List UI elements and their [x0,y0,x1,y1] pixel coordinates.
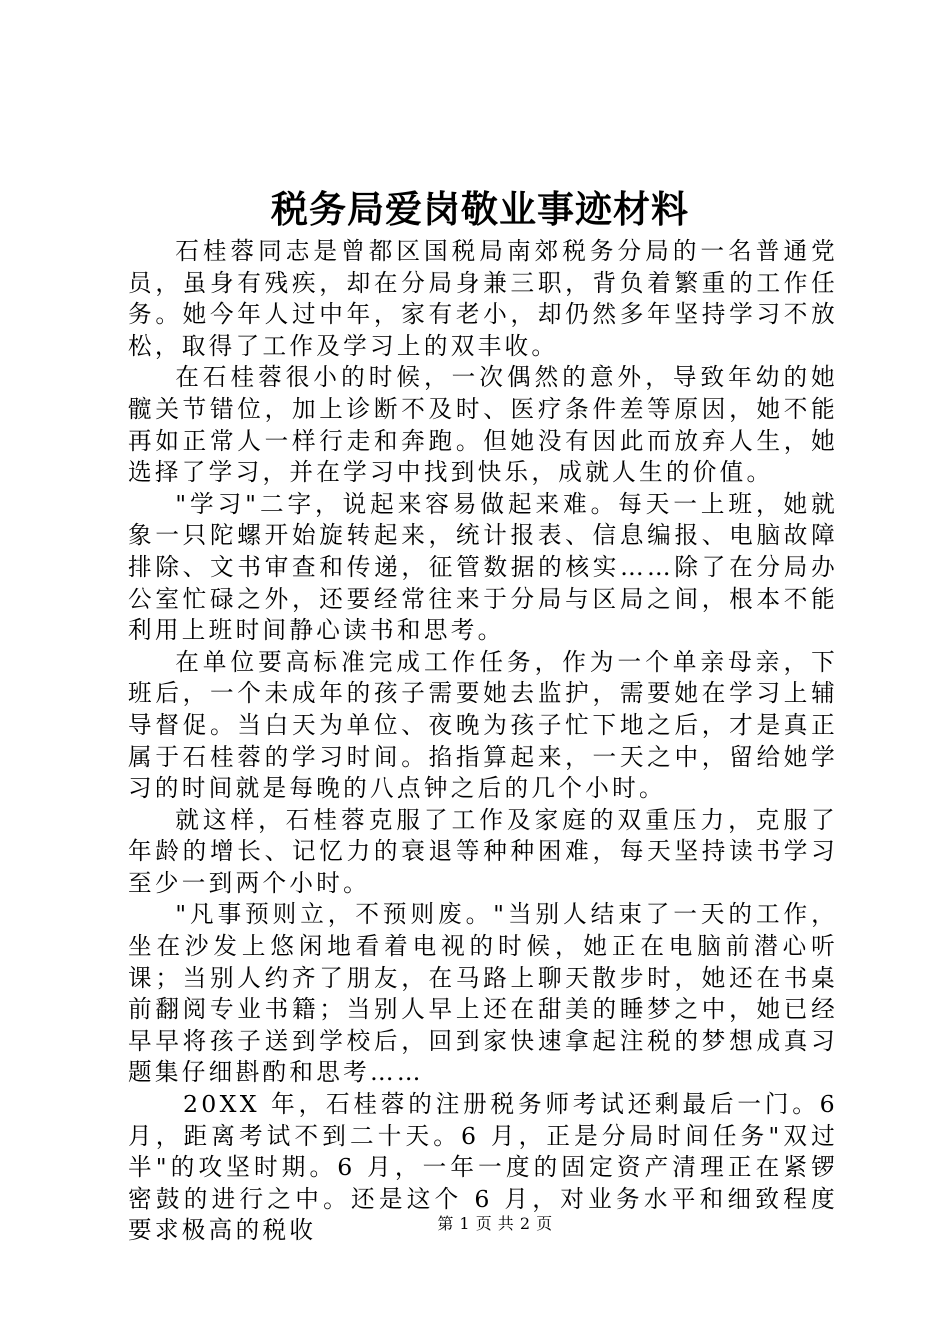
document-body [128,236,838,1247]
paragraph: "凡事预则立，不预则废。"当别人结束了一天的工作，坐在沙发上悠闲地看着电视的时候，她正在电脑前潜心听课；当别人约齐了朋友，在马路上聊天散步时，她还在书桌前翻阅专业书籍；当别人早上还在甜美的睡梦之中，她已经早早将孩子送到学校后，回到家快速拿起注税的梦想成真习题集仔细斟酌和思考…… [128,900,838,1087]
page-number-footer: 第 1 页 共 2 页 [437,1214,553,1233]
document-title: 税务局爱岗敬业事迹材料 [271,187,689,231]
paragraph: 就这样，石桂蓉克服了工作及家庭的双重压力，克服了年龄的增长、记忆力的衰退等种种困难，每天坚持读书学习至少一到两个小时。 [128,805,838,897]
paragraph: 在单位要高标准完成工作任务，作为一个单亲母亲，下班后，一个未成年的孩子需要她去监护，需要她在学习上辅导督促。当白天为单位、夜晚为孩子忙下地之后，才是真正属于石桂蓉的学习时间。掐指算起来，一天之中，留给她学习的时间就是每晚的八点钟之后的几个小时。 [128,647,838,803]
paragraph: 在石桂蓉很小的时候，一次偶然的意外，导致年幼的她髋关节错位，加上诊断不及时、医疗条件差等原因，她不能再如正常人一样行走和奔跑。但她没有因此而放弃人生，她选择了学习，并在学习中找到快乐，成就人生的价值。 [128,363,838,487]
paragraph: "学习"二字，说起来容易做起来难。每天一上班，她就象一只陀螺开始旋转起来，统计报表、信息编报、电脑故障排除、文书审查和传递，征管数据的核实……除了在分局办公室忙碌之外，还要经常往来于分局与区局之间，根本不能利用上班时间静心读书和思考。 [128,489,838,645]
paragraph: 石桂蓉同志是曾都区国税局南郊税务分局的一名普通党员，虽身有残疾，却在分局身兼三职，背负着繁重的工作任务。她今年人过中年，家有老小，却仍然多年坚持学习不放松，取得了工作及学习上的双丰收。 [128,237,838,360]
paragraph: 20XX 年，石桂蓉的注册税务师考试还剩最后一门。6 月，距离考试不到二十天。6 月，正是分局时间任务"双过半"的攻坚时期。6 月，一年一度的固定资产清理正在紧锣密鼓的进行之中。还是这个 6 月，对业务水平和细致程度要求极高的税收 [128,1090,838,1245]
